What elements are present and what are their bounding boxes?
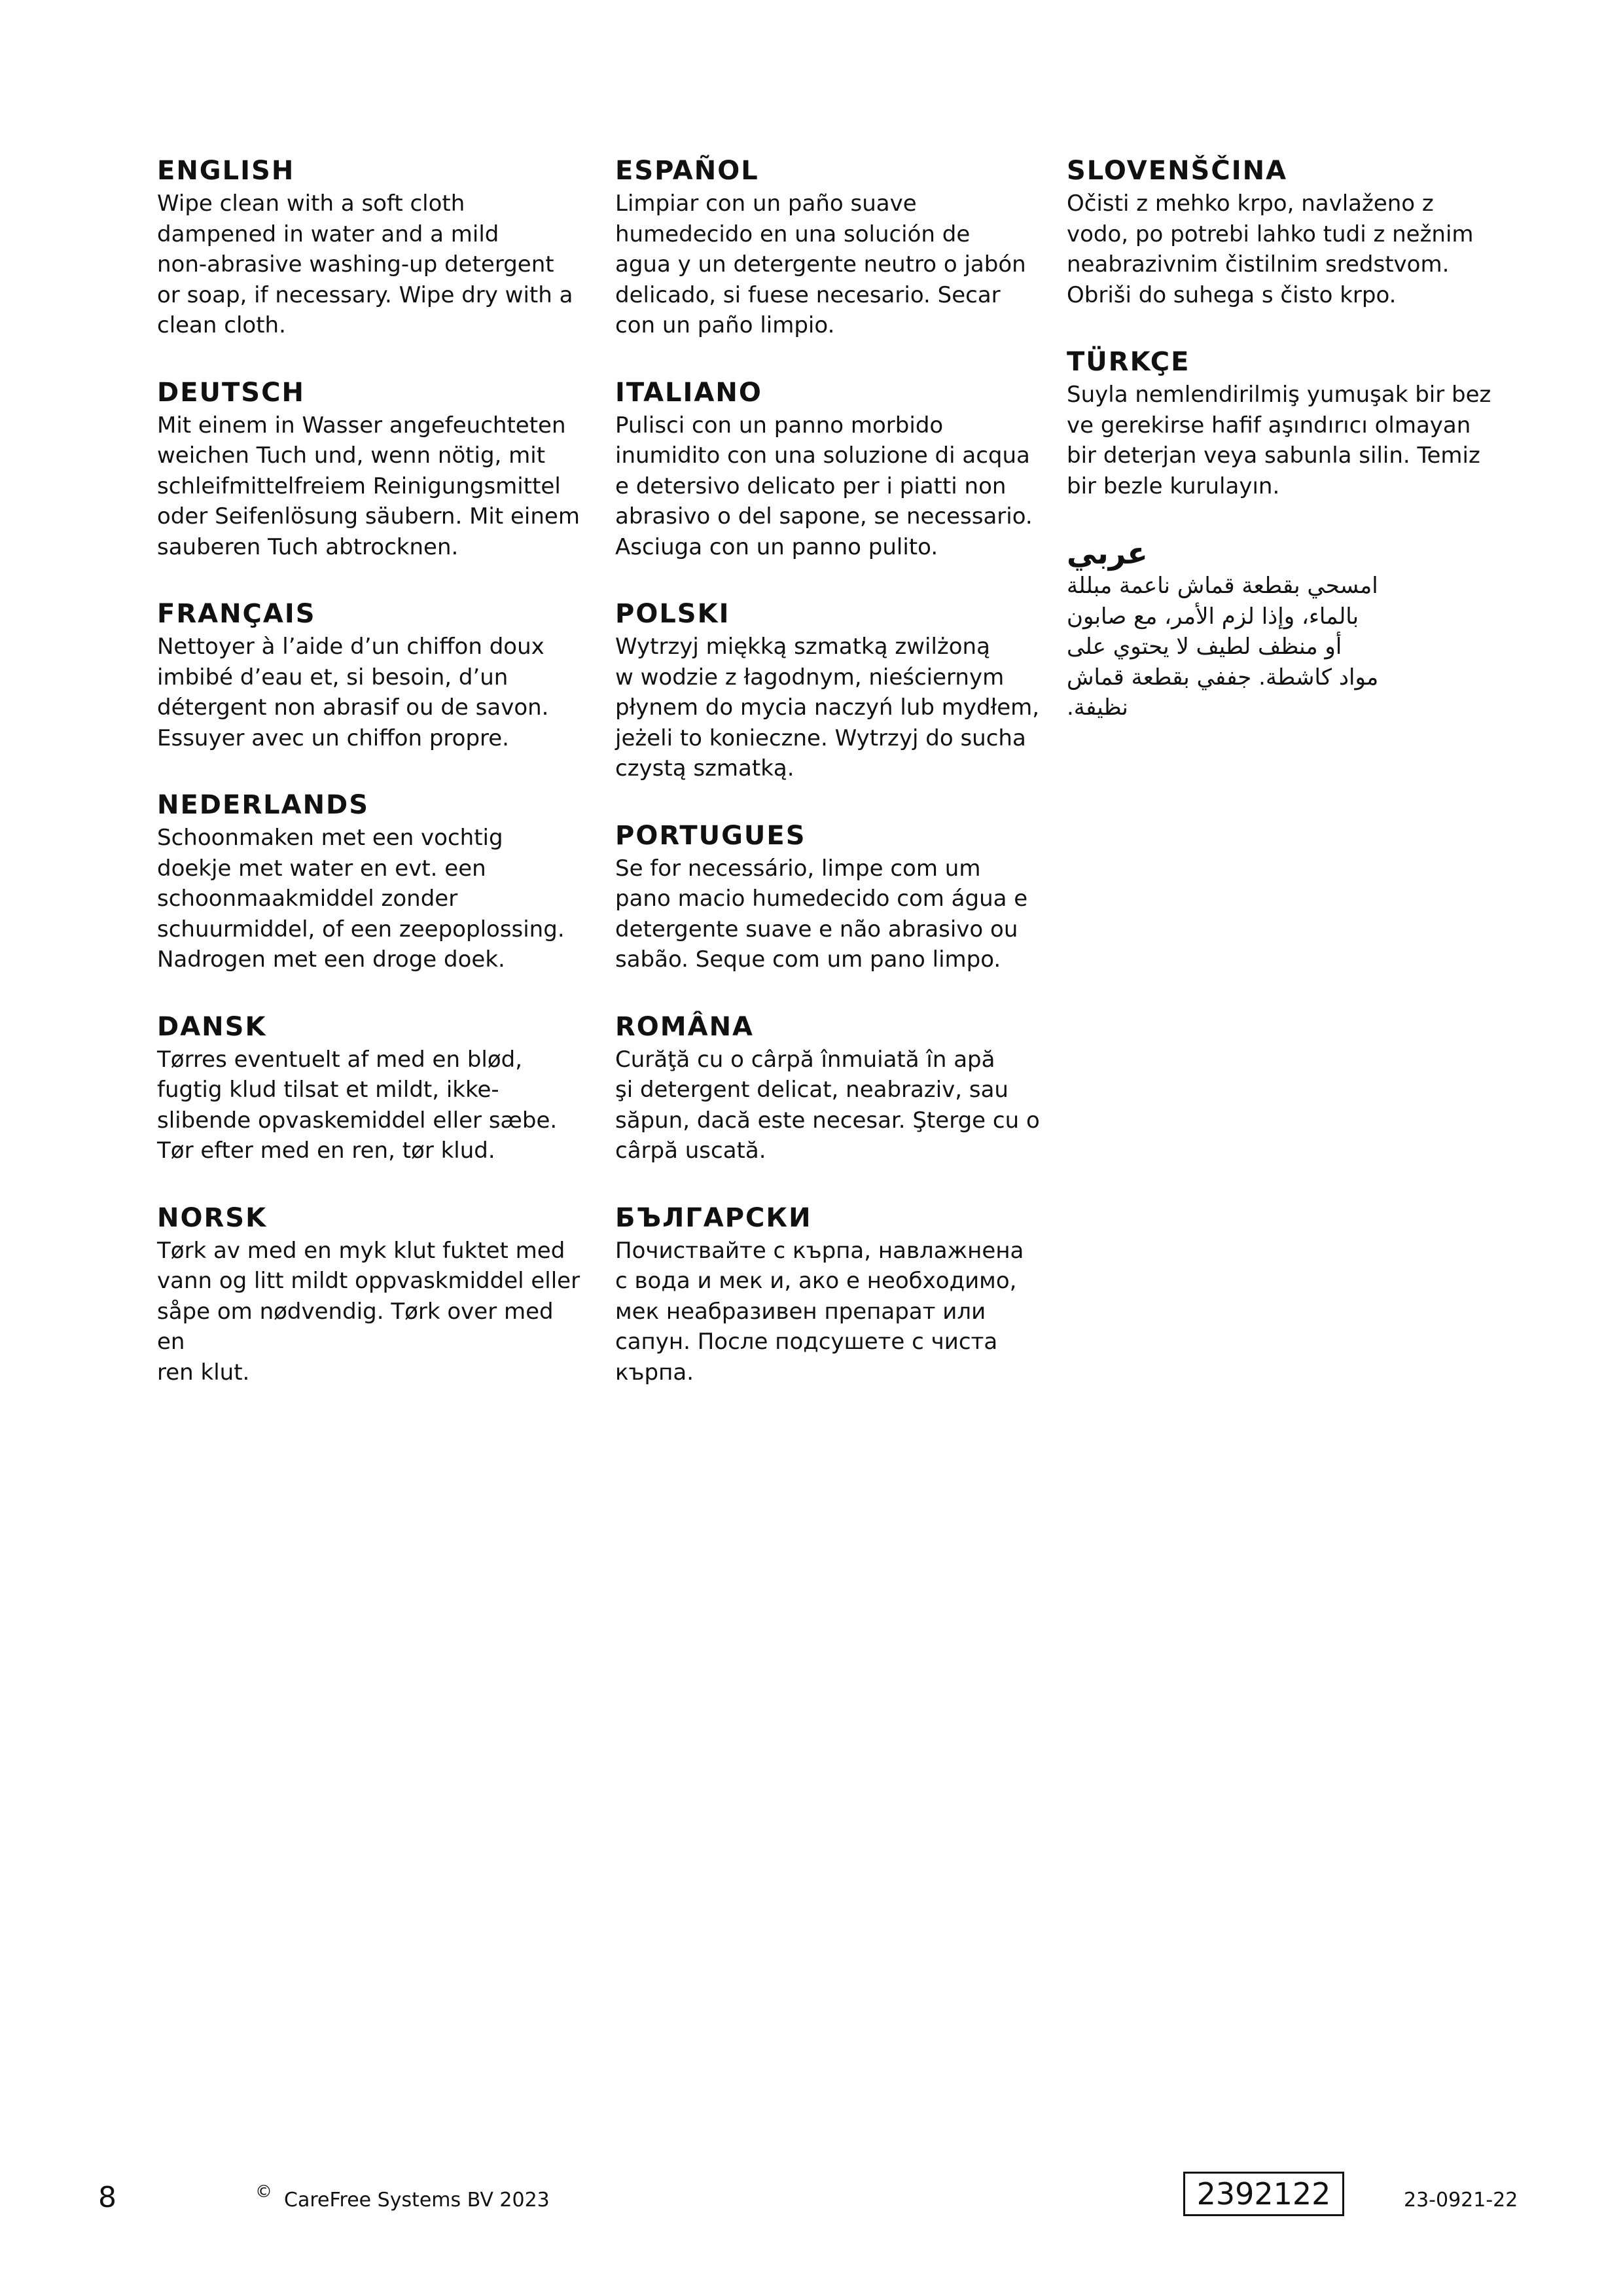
section-nederlands — [157, 787, 582, 975]
language-heading: ENGLISH — [157, 156, 295, 186]
text-column-3 — [1067, 153, 1492, 757]
cleaning-instructions: Mit einem in Wasser angefeuchteten weichen Tuch und, wenn nötig, mit schleifmittelfreiem Reinigungsmittel oder Seifenlösung säubern. Mit einem sauberen Tuch abtrocknen. — [157, 412, 580, 560]
cleaning-instructions: Почиствайте с кърпа, навлажнена с вода и мек и, ако е необходимо, мек неабразивен препарат или сапун. После подсушете с чиста кърпа. — [615, 1237, 1024, 1386]
section-bulgarian — [615, 1200, 1041, 1388]
language-heading: FRANÇAIS — [157, 599, 316, 629]
language-heading: عربي — [1067, 535, 1148, 571]
cleaning-instructions: امسحي بقطعة قماش ناعمة مبللة بالماء، وإذا لزم الأمر، مع صابون أو منظف لطيف لا يحتوي على مواد كاشطة. جففي بقطعة قماش نظيفة. — [1067, 573, 1379, 721]
section-portugues — [615, 818, 1041, 975]
language-heading: ROMÂNA — [615, 1011, 754, 1042]
cleaning-instructions: Suyla nemlendirilmiş yumuşak bir bez ve gerekirse hafif aşındırıcı olmayan bir deterjan veya sabunla silin. Temiz bir bezle kurulayın. — [1067, 382, 1491, 499]
language-heading: БЪЛГАРСКИ — [615, 1202, 812, 1233]
language-heading: SLOVENŠČINA — [1067, 156, 1288, 186]
section-italiano — [615, 375, 1041, 563]
section-dansk — [157, 1009, 582, 1166]
section-arabic — [1067, 535, 1492, 723]
copyright-icon: © — [255, 2182, 272, 2202]
section-english — [157, 153, 582, 341]
section-norsk — [157, 1200, 582, 1388]
text-column-2 — [615, 153, 1041, 1422]
section-deutsch — [157, 375, 582, 563]
language-heading: POLSKI — [615, 599, 730, 629]
section-turkce — [1067, 344, 1492, 501]
cleaning-instructions: Nettoyer à l’aide d’un chiffon doux imbibé d’eau et, si besoin, d’un détergent non abrasif ou de savon. Essuyer avec un chiffon propre. — [157, 634, 549, 751]
language-heading: ITALIANO — [615, 377, 762, 408]
language-heading: ESPAÑOL — [615, 156, 759, 186]
document-code: 23-0921-22 — [1404, 2189, 1518, 2212]
language-heading: DEUTSCH — [157, 377, 305, 408]
language-heading: NORSK — [157, 1202, 268, 1233]
copyright-notice — [255, 2182, 550, 2215]
cleaning-instructions: Wytrzyj miękką szmatką zwilżoną w wodzie z łagodnym, nieściernym płynem do mycia naczyń lub mydłem, jeżeli to konieczne. Wytrzyj do sucha czystą szmatką. — [615, 634, 1040, 781]
language-heading: NEDERLANDS — [157, 790, 370, 820]
cleaning-instructions: Tørres eventuelt af med en blød, fugtig klud tilsat et mildt, ikke- slibende opvaskemiddel eller sæbe. Tør efter med en ren, tør klud. — [157, 1046, 558, 1164]
copyright-text: CareFree Systems BV 2023 — [284, 2189, 550, 2212]
cleaning-instructions: Tørk av med en myk klut fuktet med vann og litt mildt oppvaskmiddel eller såpe om nødvendig. Tørk over med en ren klut. — [157, 1237, 580, 1386]
section-polski — [615, 596, 1041, 784]
section-francais — [157, 596, 582, 753]
cleaning-instructions: Schoonmaken met een vochtig doekje met water en evt. een schoonmaakmiddel zonder schuurmiddel, of een zeepoplossing. Nadrogen met een droge doek. — [157, 825, 565, 973]
cleaning-instructions: Limpiar con un paño suave humedecido en una solución de agua y un detergente neutro o jabón delicado, si fuese necesario. Secar con un paño limpio. — [615, 190, 1026, 338]
cleaning-instructions: Očisti z mehko krpo, navlaženo z vodo, po potrebi lahko tudi z nežnim neabrazivnim čistilnim sredstvom. Obriši do suhega s čisto krpo. — [1067, 190, 1474, 308]
cleaning-instructions: Wipe clean with a soft cloth dampened in water and a mild non-abrasive washing-up detergent or soap, if necessary. Wipe dry with a clean cloth. — [157, 190, 573, 338]
language-heading: TÜRKÇE — [1067, 347, 1190, 377]
cleaning-instructions: Pulisci con un panno morbido inumidito con una soluzione di acqua e detersivo delicato per i piatti non abrasivo o del sapone, se necessario. Asciuga con un panno pulito. — [615, 412, 1033, 560]
text-column-1 — [157, 153, 582, 1422]
cleaning-instructions: Curăţă cu o cârpă înmuiată în apă şi detergent delicat, neabraziv, sau săpun, dacă este necesar. Şterge cu o cârpă uscată. — [615, 1046, 1040, 1164]
language-heading: DANSK — [157, 1011, 267, 1042]
section-espanol — [615, 153, 1041, 341]
cleaning-instructions: Se for necessário, limpe com um pano macio humedecido com água e detergente suave e não abrasivo ou sabão. Seque com um pano limpo. — [615, 855, 1028, 973]
language-heading: PORTUGUES — [615, 820, 806, 851]
page-number: 8 — [98, 2181, 116, 2214]
section-slovenscina — [1067, 153, 1492, 310]
product-code-box: 2392122 — [1183, 2172, 1344, 2216]
section-romana — [615, 1009, 1041, 1166]
